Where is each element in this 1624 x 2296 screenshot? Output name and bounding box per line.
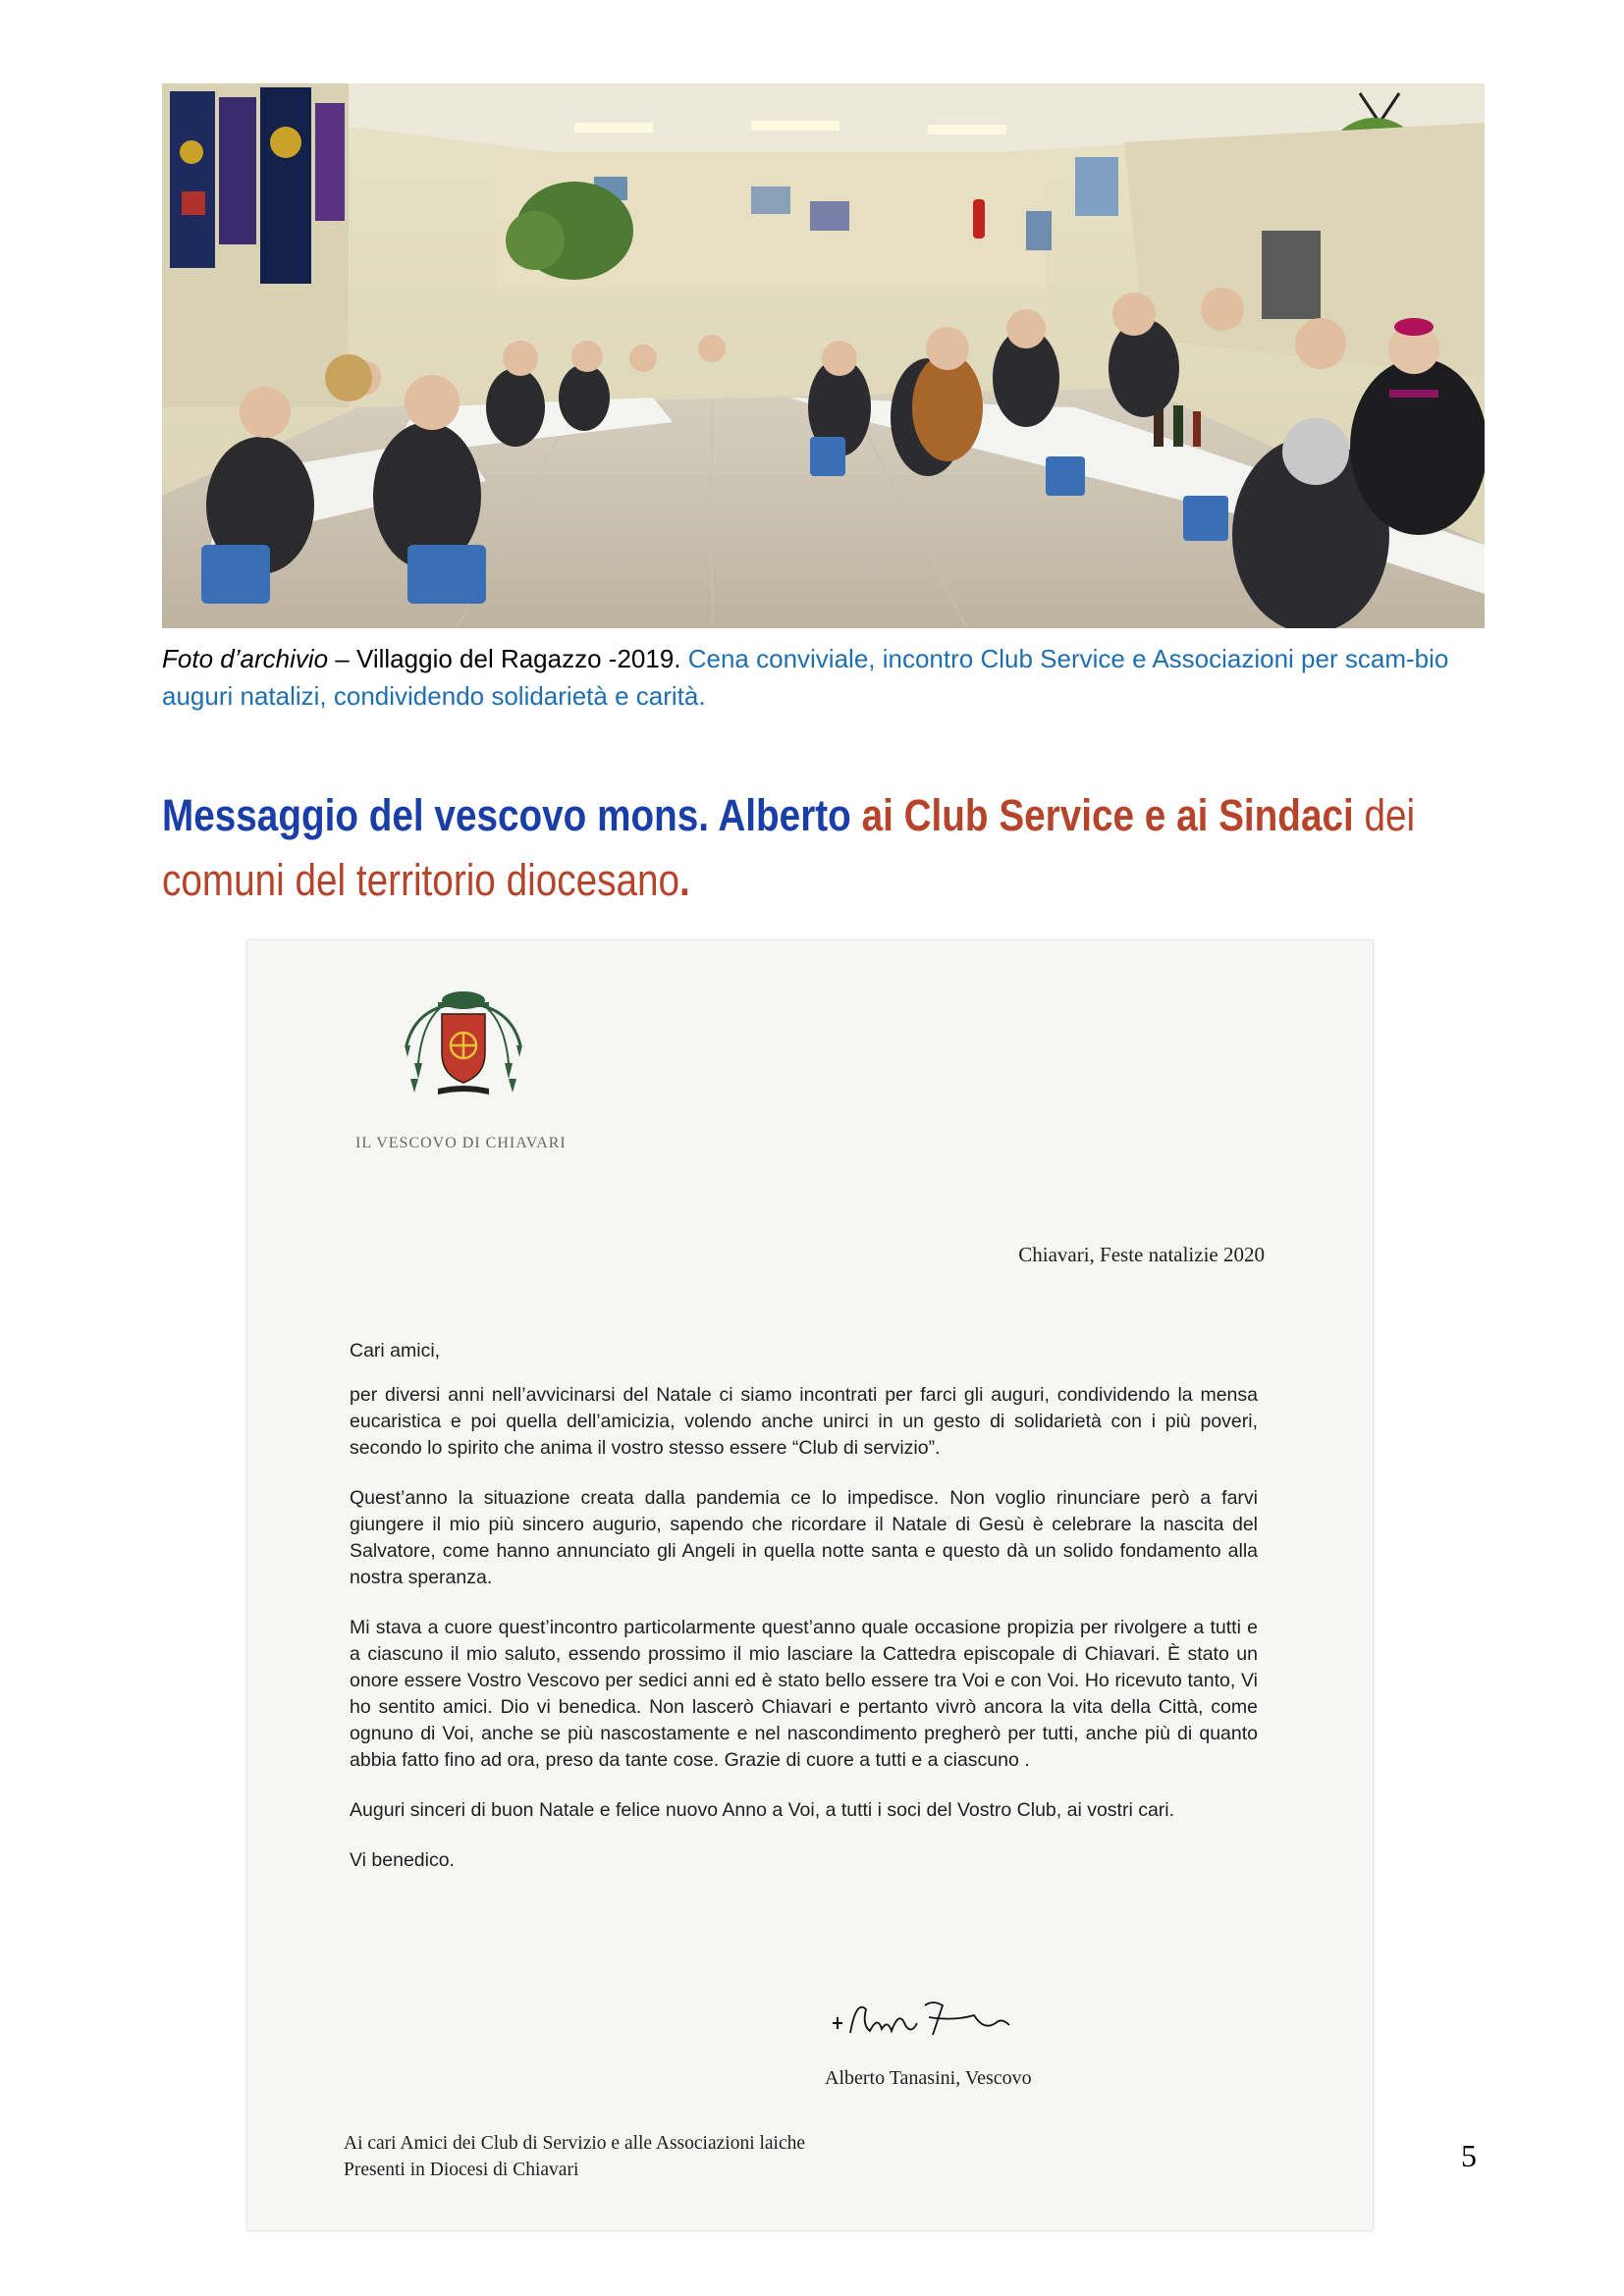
letter-paragraph: per diversi anni nell’avvicinarsi del Natale ci siamo incontrati per farci gli auguri, condividendo la mensa eucaristica e poi quella dell’amicizia, volendo anche unirci in un gesto di solidarietà con i più poveri, secondo lo spirito che anima il vostro stesso essere “Club di servizio”.: [350, 1384, 1258, 1459]
letterhead-name: IL VESCOVO DI CHIAVARI: [355, 1135, 567, 1151]
banquet-photo: [162, 83, 1485, 628]
heading-line-2-text: comuni del territorio diocesano: [162, 855, 680, 905]
letter-paragraph: Quest’anno la situazione creata dalla pandemia ce lo impedisce. Non voglio rinunciare però a farvi giungere il mio più sincero augurio, sapendo che ricordare il Natale di Gesù è celebrare la nascita del Salvatore, come hanno annunciato gli Angeli in quella notte santa e questo dà un solido fondamento alla nostra speranza.: [350, 1487, 1258, 1588]
heading-period: .: [679, 855, 690, 905]
caption-description: Cena conviviale, incontro Club Service e Associazioni per scam-bio auguri natalizi, condividendo solidarietà e carità.: [162, 644, 1449, 711]
letter-greeting: Cari amici,: [350, 1340, 441, 1362]
heading-line-2: [162, 848, 1311, 913]
signatory-name: Alberto Tanasini, Vescovo: [825, 2067, 1032, 2089]
letter-body: [350, 1338, 1258, 1897]
heading-part-1: Messaggio del vescovo mons. Alberto: [162, 790, 851, 840]
letter-closing: Vi benedico.: [350, 1849, 455, 1871]
page-number: 5: [1461, 2138, 1477, 2173]
letter-addressee: [344, 2130, 805, 2183]
addressee-line-2: Presenti in Diocesi di Chiavari: [344, 2160, 579, 2180]
letter-paragraph: Auguri sinceri di buon Natale e felice nuovo Anno a Voi, a tutti i soci del Vostro Club, ai vostri cari.: [350, 1799, 1175, 1821]
letter-date: Chiavari, Feste natalizie 2020: [1018, 1243, 1265, 1266]
coat-of-arms-icon: [395, 985, 532, 1102]
letter-paragraph: Mi stava a cuore quest’incontro particolarmente quest’anno quale occasione propizia per rivolgere a tutti e a ciascuno il mio saluto, essendo prossimo il mio lasciare la Cattedra episcopale di Chiavari. È stato un onore essere Vostro Vescovo per sedici anni ed è stato bello essere tra Voi e con Voi. Ho ricevuto tanto, Vi ho sentito amici. Dio vi benedica. Non lascerò Chiavari e pertanto vivrò ancora la vita della Città, come ognuno di Voi, anche se più nascostamente e nel nascondimento pregherò per tutti, anche più di quanto abbia fatto fino ad ora, preso da tante cose. Grazie di cuore a tutti e a ciascuno .: [350, 1617, 1258, 1771]
heading-line-1: [162, 783, 1416, 848]
photo-caption: [162, 640, 1488, 715]
page-heading: [162, 783, 1416, 913]
caption-archive-label: Foto d’archivio: [162, 644, 329, 673]
handwritten-signature: [827, 1996, 1013, 2050]
heading-part-2: ai Club Service e ai Sindaci: [861, 790, 1354, 840]
addressee-line-1: Ai cari Amici dei Club di Servizio e alle Associazioni laiche: [344, 2133, 806, 2154]
heading-part-3: dei: [1364, 790, 1416, 840]
scanned-letter: [247, 940, 1373, 2230]
caption-location: – Villaggio del Ragazzo -2019.: [328, 644, 688, 673]
